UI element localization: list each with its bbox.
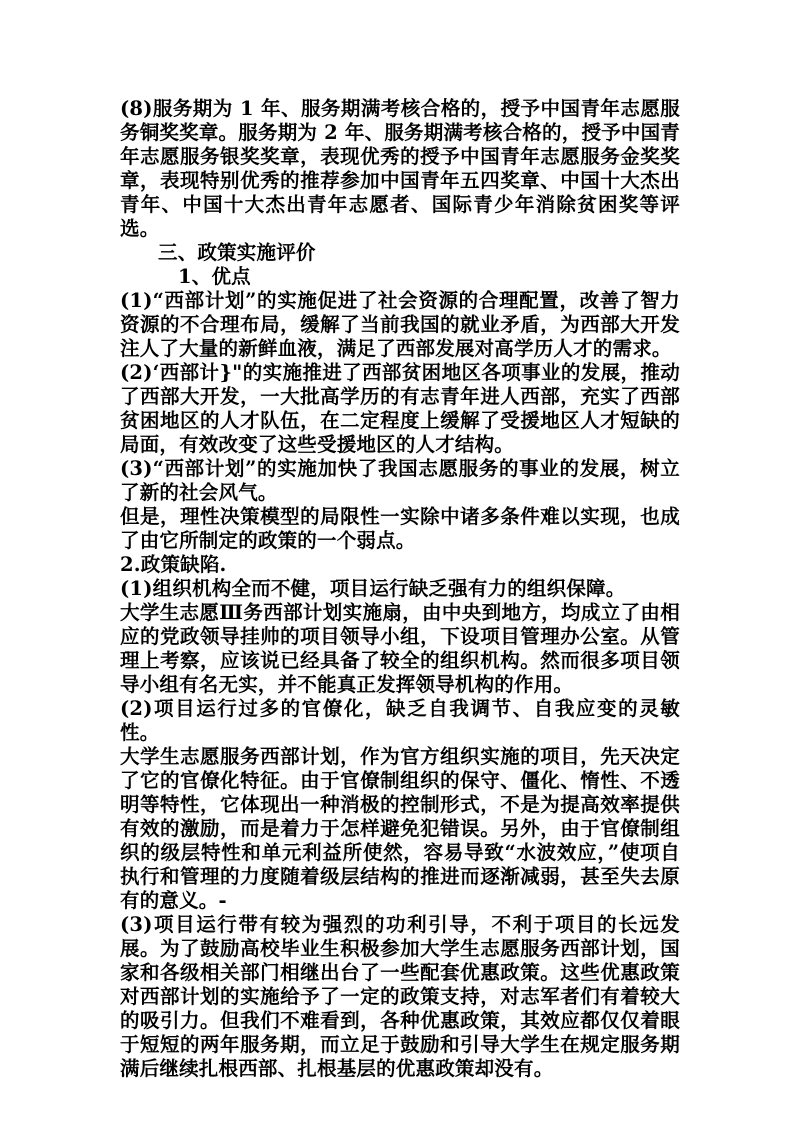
paragraph-defect-1-title: (1)组织机构全而不健，项目运行缺乏强有力的组织保障。 — [120, 577, 626, 600]
paragraph-advantage-2: (2)‘西部计}"的实施推进了西部贫困地区各项事业的发展，推动了西部大开发，一大批高学历的有志青年进人西部，充实了西部贫困地区的人才队伍，在二定程度上缓解了受援地区人才短缺的局面，有效改变了这些受援地区的人才结构。 — [120, 361, 680, 456]
document-body — [120, 97, 680, 1081]
paragraph-limitation: 但是，理性决策模型的局限性一实除中诸多条件难以实现，也成了由它所制定的政策的一个弱点。 — [120, 505, 680, 552]
paragraph-defect-2-body: 大学生志愿服务西部计划，作为官方组织实施的项目，先天决定了它的官僚化特征。由于官僚制组织的保守、僵化、惰性、不透明等特性，它体现出一种消极的控制形式，不是为提高效率提供有效的激励，而是着力于怎样避免犯错误。另外，由于官僚制组织的级层特性和单元利益所使然，容易导致“水波效应，”使项自执行和管理的力度随着级层结构的推进而逐渐减弱，甚至失去原有的意义。- — [120, 745, 680, 912]
paragraph-advantage-1: (1)“西部计划”的实施促进了社会资源的合理配置，改善了智力资源的不合理布局，缓解了当前我国的就业矛盾，为西部大开发注人了大量的新鲜血液，满足了西部发展对高学历人才的需求。 — [120, 289, 680, 360]
paragraph-award-rules: (8)服务期为 1 年、服务期满考核合格的，授予中国青年志愿服务铜奖奖章。服务期为 2 年、服务期满考核合格的，授予中国青年志愿服务银奖奖章，表现优秀的授予中国青年志愿服务金奖奖章，表现特别优秀的推荐参加中国青年五四奖章、中国十大杰出青年、中国十大杰出青年志愿者、国际青少年消除贫困奖等评选。 — [120, 97, 680, 240]
paragraph-defect-1-body: 大学生志愿Ⅲ务西部计划实施扇，由中央到地方，均成立了由相应的党政领导挂帅的项目领导小组，下设项目管理办公室。从管理上考察，应该说已经具备了较全的组织机构。然而很多项目领导小组有名无实，并不能真正发挥领导机构的作用。 — [120, 601, 680, 696]
paragraph-defect-3: (3)项目运行带有较为强烈的功利引导，不利于项目的长远发展。为了鼓励高校毕业生积极参加大学生志愿服务西部计划，国家和各级相关部门相继出台了一些配套优惠政策。这些优惠政策对西部计划的实施给予了一定的政策支持，对志军者们有着较大的吸引力。但我们不难看到，各种优惠政策，其效应都仅仅着眼于短短的两年服务期，而立足于鼓励和引导大学生在规定服务期满后继续扎根西部、扎根基层的优惠政策却没有。 — [120, 913, 680, 1080]
subheading-advantages: 1、优点 — [178, 265, 251, 288]
section-heading-policy-evaluation: 三、政策实施评价 — [158, 241, 316, 264]
paragraph-defect-2-title: (2)项目运行过多的官僚化，缺乏自我调节、自我应变的灵敏性。 — [120, 697, 680, 744]
subheading-defects: 2.政策缺陷. — [120, 553, 227, 576]
paragraph-advantage-3: (3)“西部计划”的实施加快了我国志愿服务的事业的发展，树立了新的社会风气。 — [120, 457, 680, 504]
